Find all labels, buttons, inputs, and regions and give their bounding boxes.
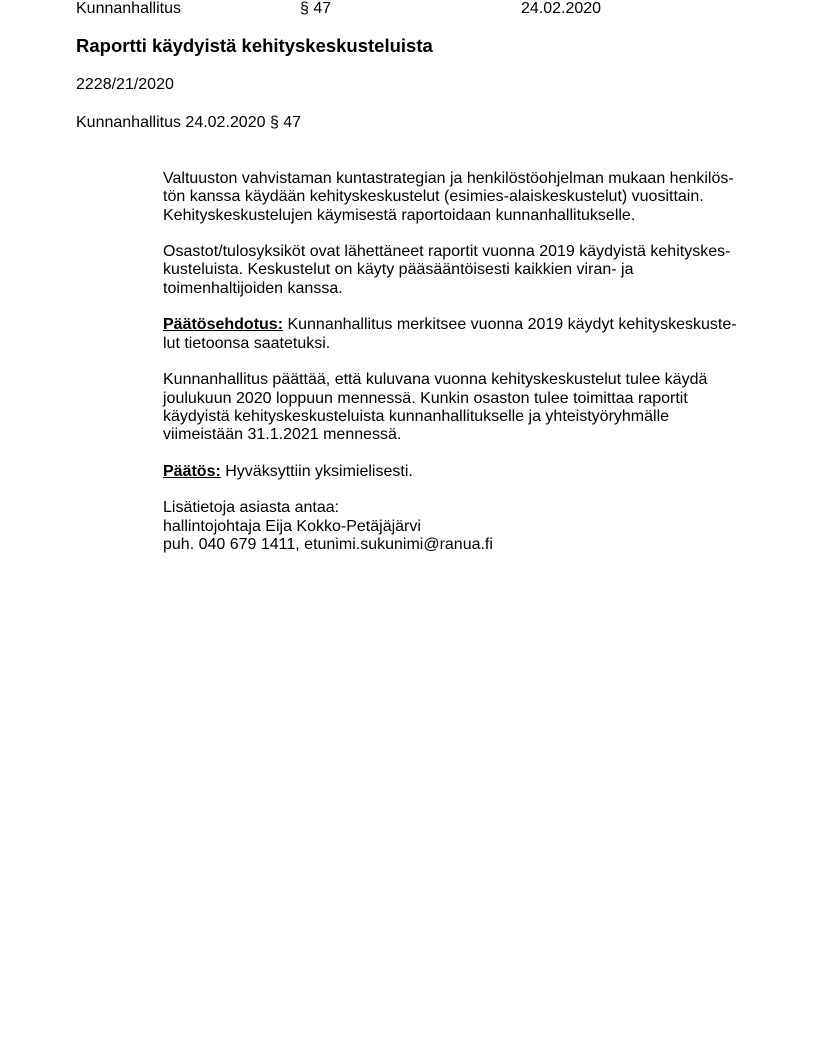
decision-label: Päätös:	[163, 462, 221, 480]
paragraph-decision	[163, 463, 763, 481]
meeting-reference: Kunnanhallitus 24.02.2020 § 47	[76, 114, 302, 131]
text-line: Valtuuston vahvistaman kuntastrategian ja henkilöstöohjelman mukaan henkilös-	[163, 170, 734, 187]
decision-text: Hyväksyttiin yksimielisesti.	[220, 462, 413, 480]
diary-number: 2228/21/2020	[76, 76, 174, 93]
proposal-label: Päätösehdotus:	[163, 316, 284, 334]
paragraph-schedule	[163, 371, 763, 444]
text-line: lut tietoonsa saatetuksi.	[163, 334, 331, 352]
text-line: Kunnanhallitus päättää, että kuluvana vuonna kehityskeskustelut tulee käydä	[163, 371, 708, 389]
text-line: Kehityskeskustelujen käymisestä raportoidaan kunnanhallitukselle.	[163, 206, 636, 224]
text-line: Osastot/tulosyksiköt ovat lähettäneet raportit vuonna 2019 käydyistä kehityskes-	[163, 243, 731, 261]
text-line: käydyistä kehityskeskusteluista kunnanhallitukselle ja yhteistyöryhmälle	[163, 407, 670, 425]
text-line: viimeistään 31.1.2021 mennessä.	[163, 426, 402, 444]
paragraph-proposal	[163, 316, 763, 353]
document-title: Raportti käydyistä kehityskeskusteluista	[76, 35, 433, 56]
contact-name: hallintojohtaja Eija Kokko-Petäjäjärvi	[163, 517, 421, 535]
paragraph-contact	[163, 499, 763, 554]
text-line: toimenhaltijoiden kanssa.	[163, 279, 343, 297]
header-section: § 47	[300, 0, 332, 17]
paragraph-reports	[163, 243, 763, 298]
text-line: joulukuun 2020 loppuun mennessä. Kunkin osaston tulee toimittaa raportit	[163, 389, 688, 407]
text-line: kusteluista. Keskustelut on käyty pääsääntöisesti kaikkien viran- ja	[163, 261, 634, 279]
header-date: 24.02.2020	[521, 0, 602, 17]
text-line: Lisätietoja asiasta antaa:	[163, 499, 340, 517]
header-body: Kunnanhallitus	[76, 0, 181, 17]
text-line: Kunnanhallitus merkitsee vuonna 2019 käydyt kehityskeskuste-	[283, 316, 737, 334]
document-body	[163, 170, 763, 573]
contact-details: puh. 040 679 1411, etunimi.sukunimi@ranua.fi	[163, 535, 493, 553]
text-line: tön kanssa käydään kehityskeskustelut (esimies-alaiskeskustelut) vuosittain.	[163, 188, 704, 206]
paragraph-background	[163, 170, 763, 225]
